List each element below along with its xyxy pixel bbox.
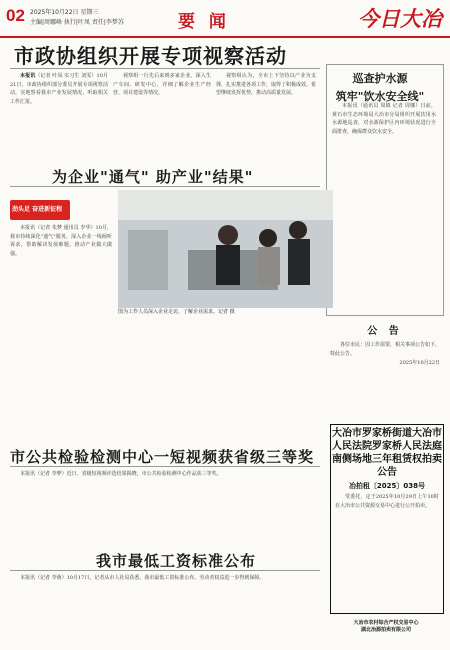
page-number: 02 [6, 6, 25, 25]
side-headline-2: 筑牢"饮水安全线" [335, 90, 425, 103]
footer-line-1: 大冶市农村综合产权交易中心 [353, 620, 419, 626]
divider [10, 466, 320, 467]
side-text: 本报讯（通讯员 周镇 记者 周娜）日前，黄石市生态环境局大冶市分局组织开展饮用水水源地巡查，对水源保护区内环境状况进行全面排查，确保群众饮水安全。 [332, 103, 436, 135]
notice-text: 各位市民：因工作需要，相关事项公告如下，特此公告。 [330, 342, 440, 357]
lead-text-2: 视察组一行先后来到多家企业，深入生产车间、研发中心，详细了解企业生产经营、项目建设等情况。 [113, 73, 211, 96]
story3-text: 本报讯（记者 李梦）近日，省级短视频评选结果揭晓，市公共检验检测中心作品获三等奖。 [20, 471, 222, 477]
notice-title: 公 告 [367, 326, 403, 337]
story3-body [10, 470, 320, 534]
lead-text-3: 视察组认为，全市上下坚持以产业为支撑，扎实推进各项工作，取得了积极成效。希望继续发挥优势，推动高质量发展。 [216, 73, 316, 96]
photo-caption: 图为工作人员深入企业走访，了解企业需求。记者 摄 [118, 309, 235, 315]
news-photo [118, 190, 333, 308]
notice-date: 2025年10月22日 [399, 360, 440, 366]
auction-number: 冶拍租〔2025〕038号 [348, 482, 426, 490]
notice [330, 322, 440, 407]
editors-line: 主编|周娜峰 执行|叶凤 责任|李梦苏 [30, 19, 124, 26]
issue-date: 2025年10月22日 星期三 [30, 9, 99, 16]
auction-notice [330, 424, 444, 614]
story2-body [10, 224, 112, 344]
story4-body [10, 574, 320, 644]
side-story-body [332, 102, 436, 308]
lead-byline: 本报讯 [20, 73, 36, 79]
footer-line-2: 湖北冶源拍卖有限公司 [360, 627, 411, 633]
photo-svg [118, 190, 333, 308]
auction-text: 受委托，定于2025年10月29日上午10时在大冶市公共资源交易中心进行公开拍卖。 [335, 494, 439, 509]
auction-body [335, 493, 439, 613]
divider [10, 570, 320, 571]
story2-headline: 为企业"通气" 助产业"结果" [52, 168, 254, 186]
auction-title: 大冶市罗家桥街道大冶市人民法院罗家桥人民法庭南侧场地三年租赁权拍卖公告 [332, 428, 442, 478]
notice-body [330, 341, 440, 407]
story2-text: 本报讯（记者 朱梦 通讯员 李华）10月，我市持续深化"通气"服务，深入企业一线倾听诉求，帮助解决发展难题，推动产业做大做强。 [10, 225, 112, 257]
banner-graphic [10, 200, 70, 220]
lead-text-1: （记者 叶凤 实习生 刘雯）10月21日，市政协组织部分委员开展专项视察活动，实地察看我市产业发展情况，听取相关工作汇报。 [10, 73, 108, 105]
section-title: 要 闻 [178, 12, 230, 32]
banner-text: 劲头足 奋进新征程 [12, 206, 63, 213]
story4-text: 本报讯（记者 李萌）10月17日，记者从市人社局获悉，我市最低工资标准公布，劳动者权益进一步得到保障。 [20, 575, 265, 581]
lead-headline: 市政协组织开展专项视察活动 [14, 44, 287, 68]
side-headline-1: 巡查护水源 [352, 72, 408, 85]
divider [10, 68, 320, 69]
story4-headline: 我市最低工资标准公布 [96, 552, 257, 570]
auction-footer [330, 620, 442, 634]
newspaper-logo: 今日大冶 [358, 6, 442, 31]
story3-headline: 市公共检验检测中心一短视频获省级三等奖 [10, 448, 315, 466]
story2-col-b [118, 318, 220, 438]
masthead [0, 0, 450, 38]
side-story-heading [320, 70, 440, 104]
